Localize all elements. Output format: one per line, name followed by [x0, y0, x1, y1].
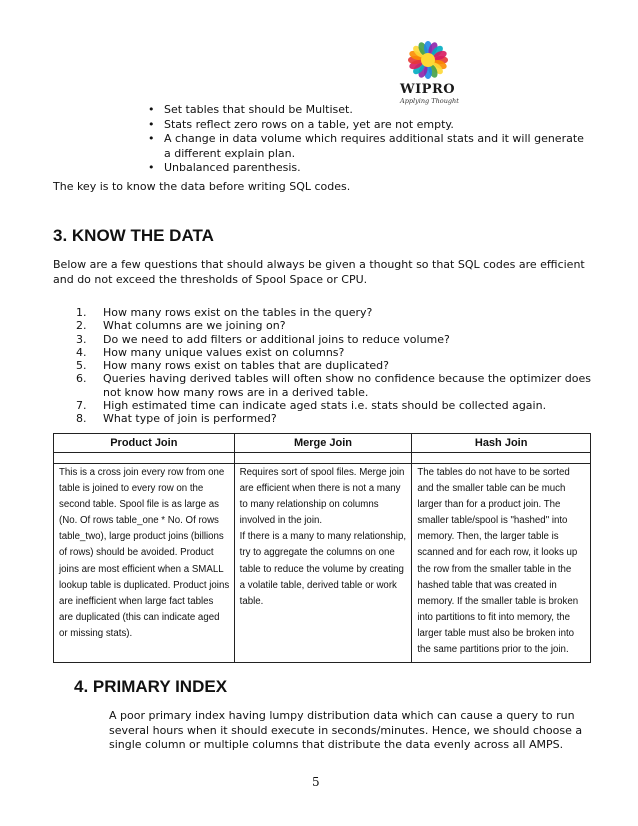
join-comparison-table — [53, 433, 591, 663]
bullet-item: • Stats reflect zero rows on a table, yet are not empty. — [148, 118, 588, 133]
question-item — [76, 412, 591, 425]
logo-brand: WIPRO — [400, 82, 456, 97]
empty-cell — [412, 453, 591, 464]
question-text: How many rows exist on tables that are duplicated? — [103, 359, 389, 373]
question-number: 5. — [76, 359, 87, 373]
question-item — [76, 333, 591, 346]
section-3-intro: Below are a few questions that should always be given a thought so that SQL codes are efficient and do not exceed the thresholds of Spool Space or CPU. — [53, 258, 585, 286]
question-number: 2. — [76, 319, 87, 333]
header-hash-join: Hash Join — [412, 434, 591, 453]
question-list — [76, 306, 591, 426]
question-number: 6. — [76, 372, 87, 386]
table-empty-row — [54, 453, 591, 464]
bullet-item: • A change in data volume which requires additional stats and it will generate a different explain plan. — [148, 132, 588, 161]
question-text: Do we need to add filters or additional joins to reduce volume? — [103, 332, 450, 346]
logo-tagline: Applying Thought — [400, 97, 459, 105]
bullet-item: • Unbalanced parenthesis. — [148, 161, 588, 176]
question-text: How many unique values exist on columns? — [103, 345, 345, 359]
wipro-logo — [386, 36, 472, 106]
question-item — [76, 346, 591, 359]
table-row — [54, 464, 591, 663]
question-item — [76, 319, 591, 332]
question-number: 3. — [76, 332, 87, 346]
question-number: 4. — [76, 345, 87, 359]
top-bullet-list — [148, 103, 588, 176]
question-item — [76, 372, 591, 399]
section-4-body: A poor primary index having lumpy distribution data which can cause a query to run several hours when it should execute in seconds/minutes. Hence, we should choose a single column or multiple columns that distribute the data evenly across all AMPS. — [109, 709, 583, 751]
question-text: What columns are we joining on? — [103, 319, 286, 333]
question-text: Queries having derived tables will often show no confidence because the optimizer does not know how many rows are in a derived table. — [103, 372, 592, 399]
header-product-join: Product Join — [54, 434, 235, 453]
bullet-item: • Set tables that should be Multiset. — [148, 103, 588, 118]
question-item — [76, 359, 591, 372]
key-sentence: The key is to know the data before writing SQL codes. — [53, 180, 351, 193]
hash-join-description: The tables do not have to be sorted and the smaller table can be much larger than for a product join. The smaller table/spool is "hashed" into memory. Then, the larger table is scanned and for each row, it looks up the row from the smaller table in the hashed table that was created in memory. If the smaller table is broken into partitions to fit into memory, the larger table must also be broken into the same partitions prior to the join. — [412, 464, 591, 663]
question-text: High estimated time can indicate aged stats i.e. stats should be collected again. — [103, 399, 547, 413]
question-text: What type of join is performed? — [103, 412, 277, 426]
merge-join-description: Requires sort of spool files. Merge join are efficient when there is not a many to many relationship on columns involved in the join. If there is a many to many relationship, try to aggregate the columns on one table to reduce the volume by creating a volatile table, derived table or work table. — [234, 464, 412, 663]
question-item — [76, 399, 591, 412]
page-number: 5 — [312, 775, 320, 789]
question-text: How many rows exist on the tables in the query? — [103, 306, 373, 319]
table-header-row — [54, 434, 591, 453]
question-item — [76, 306, 591, 319]
question-number: 8. — [76, 412, 87, 426]
section-4-title: 4. PRIMARY INDEX — [74, 677, 228, 696]
logo-center — [421, 53, 435, 67]
empty-cell — [54, 453, 235, 464]
question-number: 1. — [76, 306, 87, 319]
empty-cell — [234, 453, 412, 464]
product-join-description: This is a cross join every row from one table is joined to every row on the second table. Spool file is as large as (No. Of rows table_one * No. Of rows table_two), large product joins (billions of rows) should be avoided. Product joins are most efficient when a SMALL lookup table is duplicated. Product joins are inefficient when large fact tables are duplicated (this can indicate aged or missing stats). — [54, 464, 235, 663]
header-merge-join: Merge Join — [234, 434, 412, 453]
section-3-title: 3. KNOW THE DATA — [53, 226, 214, 245]
question-number: 7. — [76, 399, 87, 413]
